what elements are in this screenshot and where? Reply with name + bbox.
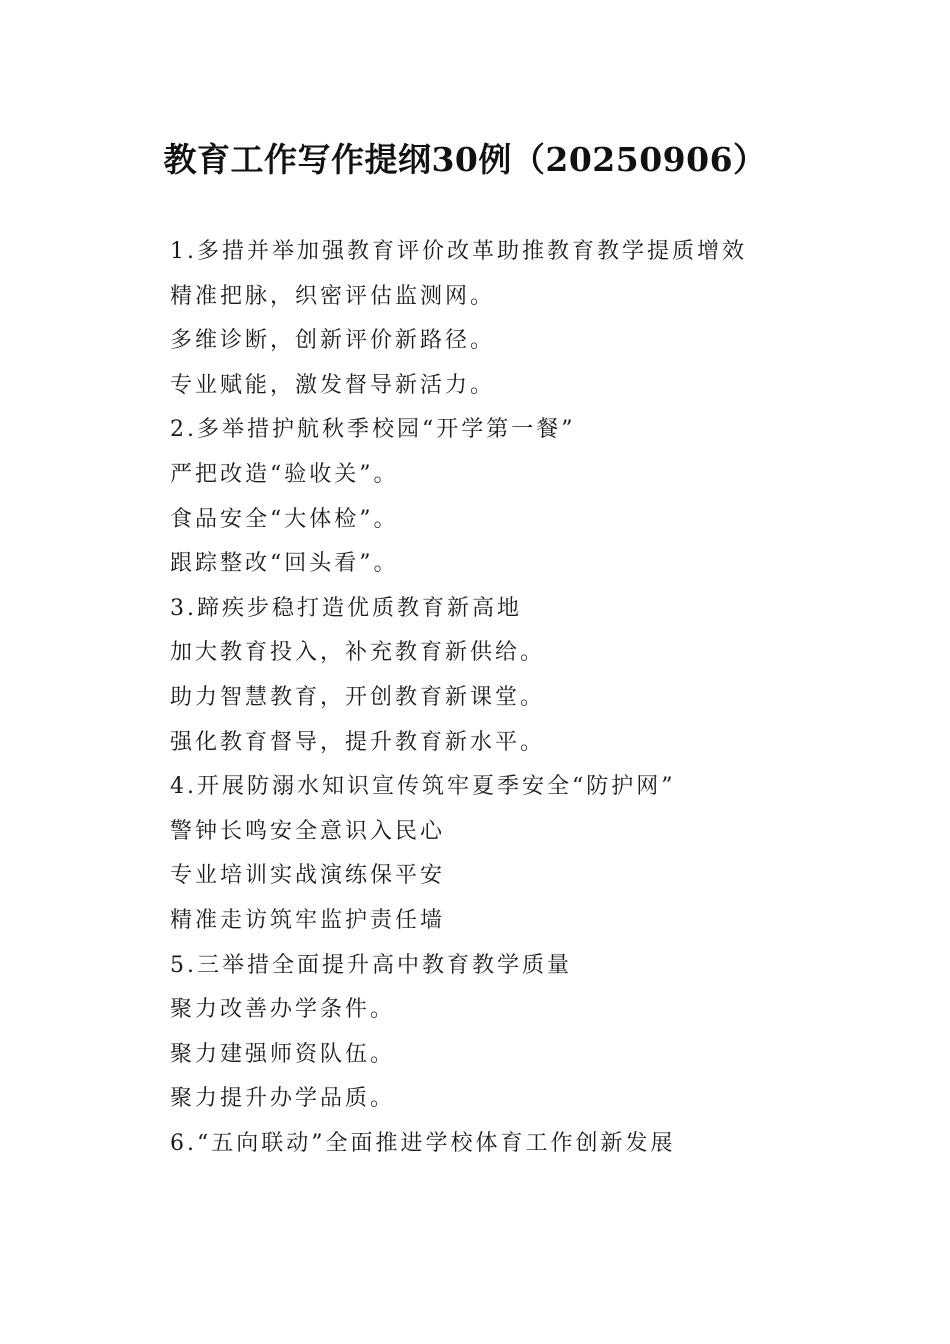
heading-5: 5.三举措全面提升高中教育教学质量 xyxy=(170,952,572,978)
paragraph-line: 警钟长鸣安全意识入民心 xyxy=(170,818,446,844)
paragraph-line: 助力智慧教育，开创教育新课堂。 xyxy=(170,684,546,710)
heading-6: 6.“五向联动”全面推进学校体育工作创新发展 xyxy=(170,1130,676,1156)
paragraph-line: 专业赋能，激发督导新活力。 xyxy=(170,372,496,398)
paragraph-line: 食品安全“大体检”。 xyxy=(170,506,399,532)
document-body xyxy=(170,230,790,1166)
heading-4: 4.开展防溺水知识宣传筑牢夏季安全“防护网” xyxy=(170,774,676,800)
paragraph-line: 多维诊断，创新评价新路径。 xyxy=(170,328,496,354)
paragraph-line: 聚力改善办学条件。 xyxy=(170,997,396,1023)
paragraph-line: 聚力建强师资队伍。 xyxy=(170,1041,396,1067)
document-title: 教育工作写作提纲30例（20250906） xyxy=(163,140,767,179)
paragraph-line: 精准走访筑牢监护责任墙 xyxy=(170,907,446,933)
paragraph-line: 跟踪整改“回头看”。 xyxy=(170,551,399,577)
paragraph-line: 聚力提升办学品质。 xyxy=(170,1086,396,1112)
paragraph-line: 严把改造“验收关”。 xyxy=(170,461,399,487)
heading-2: 2.多举措护航秋季校园“开学第一餐” xyxy=(170,417,576,443)
paragraph-line: 强化教育督导，提升教育新水平。 xyxy=(170,729,546,755)
paragraph-line: 专业培训实战演练保平安 xyxy=(170,863,446,889)
heading-3: 3.蹄疾步稳打造优质教育新高地 xyxy=(170,595,522,621)
paragraph-line: 精准把脉，织密评估监测网。 xyxy=(170,283,496,309)
heading-1: 1.多措并举加强教育评价改革助推教育教学提质增效 xyxy=(170,239,747,264)
paragraph-line: 加大教育投入，补充教育新供给。 xyxy=(170,640,546,666)
